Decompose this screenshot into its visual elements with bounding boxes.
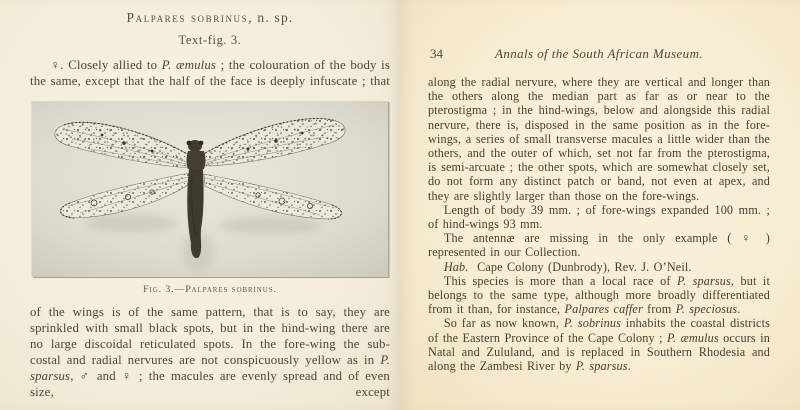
paragraph-right-3: The antennæ are missing in the only example ( ♀ ) represented in our Collection.	[428, 231, 770, 260]
figure-caption: Fig. 3.—Palpares sobrinus.	[143, 284, 277, 295]
insect-plate	[32, 101, 388, 277]
textfig-label: Text-fig. 3.	[178, 33, 242, 47]
paragraph-left-bottom: of the wings is of the same pattern, that is to say, they are sprinkled with small black spots, but in the hind-wing there are no large discoidal reticulated spots. In the fore-wing the sub-costal and radial nervures are not conspicuously yellow as in P. sparsus, ♂ and ♀ ; the macules are evenly spread and of even size, except	[30, 305, 390, 399]
paragraph-right-6: So far as now known, P. sobrinus inhabits the coastal districts of the Eastern Province of the Cape Colony ; P. æmulus occurs in Natal and Zululand, and is replaced in Southern Rhodesia and along the Zambesi River by P. sparsus.	[428, 316, 770, 374]
right-page	[400, 0, 800, 410]
paragraph-right-4: Hab. Cape Colony (Dunbrody), Rev. J. O’Neil.	[443, 259, 692, 274]
antlion-illustration	[32, 101, 388, 277]
paragraph-right-2: Length of body 39 mm. ; of fore-wings expanded 100 mm. ; of hind-wings 93 mm.	[428, 202, 770, 232]
paragraph-left-top: ♀. Closely allied to P. æmulus ; the colouration of the body is the same, except that the half of the face is deeply infuscate ; that	[30, 58, 390, 88]
journal-title: Annals of the South African Museum.	[494, 46, 704, 61]
running-head	[428, 46, 770, 62]
paragraph-right-5: This species is more than a local race of P. sparsus, but it belongs to the same type, although more broadly differentiated from it than, for instance, Palpares caffer from P. speciosus.	[428, 273, 770, 317]
species-heading: Palpares sobrinus, n. sp.	[126, 10, 294, 25]
paragraph-right-1: along the radial nervure, where they are vertical and longer than the others along the median part as far as or near to the pterostigma ; in the hind-wings, below and alongside this radial nervure, there is, disposed in the same position as in the fore-wings, a series of small transverse macules a little wider than the others, and the outer of which, set not far from the pterostigma, is semi-arcuate ; the other spots, which are somewhat closely set, do not form any distinct patch or band, not even at apex, and they are slightly larger than those on the fore-wings.	[428, 75, 770, 203]
page-number: 34	[430, 46, 443, 61]
